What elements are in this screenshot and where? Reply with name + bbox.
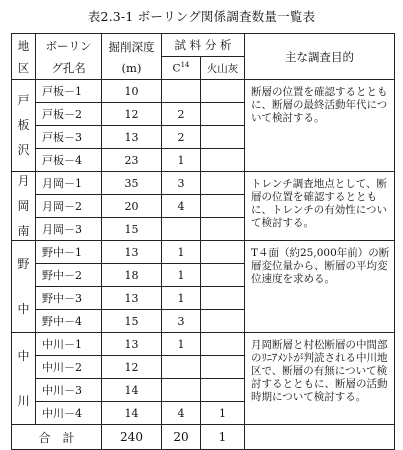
boring-hole-name: 野中－3 — [36, 287, 102, 310]
total-purpose-empty — [245, 425, 395, 450]
boring-hole-name: 戸板－4 — [36, 149, 102, 172]
boring-hole-name: 野中－1 — [36, 241, 102, 264]
boring-survey-table — [11, 33, 395, 450]
volcanic-ash-count — [201, 172, 245, 195]
volcanic-ash-count — [201, 287, 245, 310]
header-area: 地 区 — [12, 34, 36, 80]
c14-count: 1 — [162, 241, 201, 264]
c14-count: 4 — [162, 402, 201, 425]
header-depth: 掘削深度 (m) — [102, 34, 162, 80]
header-analysis: 試 料 分 析 — [162, 34, 245, 57]
boring-hole-name: 中川－1 — [36, 333, 102, 356]
header-purpose: 主な調査目的 — [245, 34, 395, 80]
area-name-char: 月 — [17, 173, 30, 188]
table-row — [12, 172, 395, 195]
area-name-char: 川 — [17, 393, 30, 408]
volcanic-ash-count — [201, 126, 245, 149]
area-name-char: 南 — [17, 223, 30, 238]
area-name-cell — [12, 80, 36, 172]
table-body — [12, 80, 395, 425]
header-c14: $C^{14}$ — [162, 57, 201, 80]
boring-hole-name: 戸板－3 — [36, 126, 102, 149]
c14-count: 4 — [162, 195, 201, 218]
total-row — [12, 425, 395, 450]
boring-hole-name: 野中－2 — [36, 264, 102, 287]
depth-value: 14 — [102, 379, 162, 402]
table-row — [12, 333, 395, 356]
c14-count: 3 — [162, 310, 201, 333]
depth-value: 13 — [102, 126, 162, 149]
volcanic-ash-count — [201, 310, 245, 333]
boring-hole-name: 中川－3 — [36, 379, 102, 402]
table-row — [12, 80, 395, 103]
depth-value: 23 — [102, 149, 162, 172]
c14-count: 1 — [162, 287, 201, 310]
area-name-char: 中 — [17, 301, 30, 316]
purpose-text: 断層の位置を確認するとともに、断層の最終活動年代について検討する。 — [245, 80, 395, 172]
area-name-cell — [12, 333, 36, 425]
area-name-char: 板 — [17, 118, 30, 132]
depth-value: 20 — [102, 195, 162, 218]
area-name-cell — [12, 241, 36, 333]
volcanic-ash-count — [201, 149, 245, 172]
volcanic-ash-count — [201, 333, 245, 356]
area-name-char: 沢 — [17, 143, 30, 157]
boring-hole-name: 月岡－1 — [36, 172, 102, 195]
boring-hole-name: 中川－2 — [36, 356, 102, 379]
purpose-text: トレンチ調査地点として、断層の位置を確認するとともに、トレンチの有効性について検討する。 — [245, 172, 395, 241]
total-c14: 20 — [162, 425, 201, 450]
depth-value: 14 — [102, 402, 162, 425]
boring-hole-name: 戸板－1 — [36, 80, 102, 103]
area-name-char: 中 — [17, 348, 30, 363]
depth-value: 12 — [102, 356, 162, 379]
header-hole-name: ボーリン グ孔名 — [36, 34, 102, 80]
boring-hole-name: 戸板－2 — [36, 103, 102, 126]
purpose-text: 月岡断層と村松断層の中間部のﾘﾆｱﾒﾝﾄが判読される中川地区で、断層の有無について検討するとともに、断層の活動時期について検討する。 — [245, 333, 395, 425]
volcanic-ash-count: 1 — [201, 402, 245, 425]
boring-hole-name: 野中－4 — [36, 310, 102, 333]
depth-value: 13 — [102, 241, 162, 264]
depth-value: 15 — [102, 218, 162, 241]
volcanic-ash-count — [201, 218, 245, 241]
volcanic-ash-count — [201, 80, 245, 103]
c14-count: 1 — [162, 333, 201, 356]
boring-hole-name: 月岡－2 — [36, 195, 102, 218]
c14-count — [162, 80, 201, 103]
volcanic-ash-count — [201, 195, 245, 218]
depth-value: 15 — [102, 310, 162, 333]
depth-value: 13 — [102, 287, 162, 310]
volcanic-ash-count — [201, 356, 245, 379]
volcanic-ash-count — [201, 379, 245, 402]
c14-count: 2 — [162, 126, 201, 149]
area-name-char: 岡 — [17, 198, 30, 213]
volcanic-ash-count — [201, 241, 245, 264]
c14-count — [162, 379, 201, 402]
total-ash: 1 — [201, 425, 245, 450]
depth-value: 18 — [102, 264, 162, 287]
table-title: 表2.3-1 ボーリング関係調査数量一覧表 — [87, 9, 316, 24]
purpose-text: T４面（約25,000年前）の断層変位量から、断層の平均変位速度を求める。 — [245, 241, 395, 333]
c14-count: 1 — [162, 264, 201, 287]
table-row — [12, 241, 395, 264]
area-name-cell — [12, 172, 36, 241]
boring-hole-name: 中川－4 — [36, 402, 102, 425]
total-depth: 240 — [102, 425, 162, 450]
volcanic-ash-count — [201, 103, 245, 126]
volcanic-ash-count — [201, 264, 245, 287]
c14-count: 1 — [162, 149, 201, 172]
area-name-char: 戸 — [17, 93, 30, 107]
depth-value: 13 — [102, 333, 162, 356]
c14-count — [162, 218, 201, 241]
c14-count: 3 — [162, 172, 201, 195]
total-label: 合 計 — [12, 425, 102, 450]
depth-value: 35 — [102, 172, 162, 195]
c14-count — [162, 356, 201, 379]
c14-count: 2 — [162, 103, 201, 126]
depth-value: 10 — [102, 80, 162, 103]
depth-value: 12 — [102, 103, 162, 126]
boring-hole-name: 月岡－3 — [36, 218, 102, 241]
header-volcanic-ash: 火山灰 — [201, 57, 245, 80]
area-name-char: 野 — [17, 256, 30, 271]
